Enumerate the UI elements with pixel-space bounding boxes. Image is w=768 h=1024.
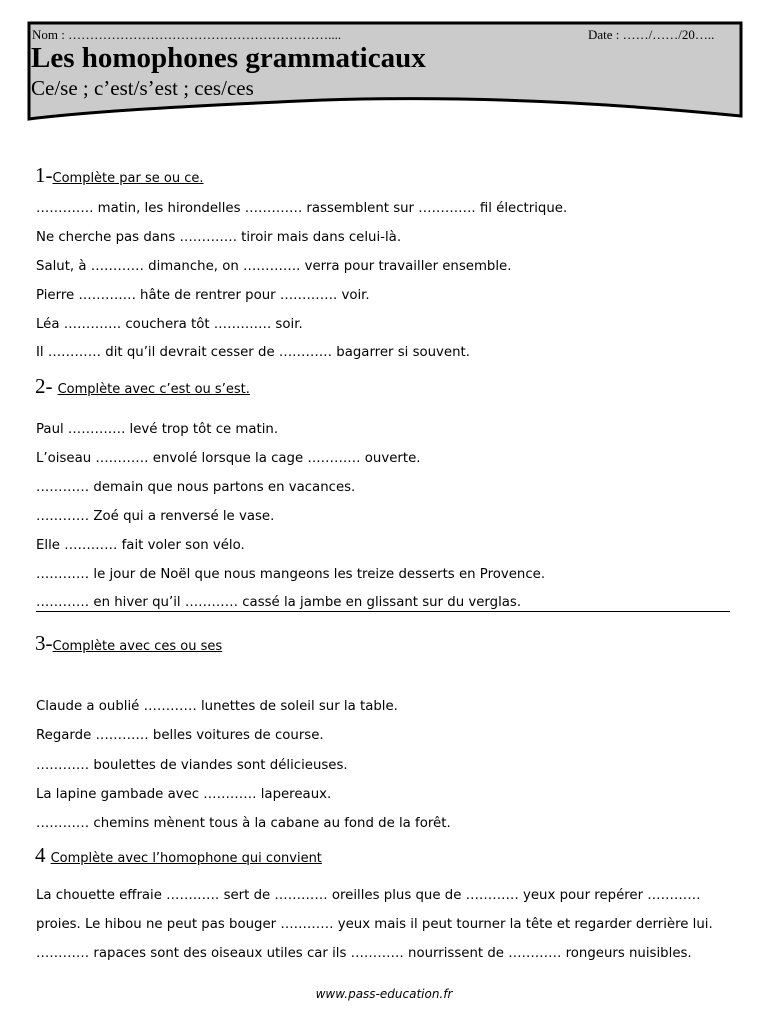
section-instruction: Complète par se ou ce. xyxy=(52,171,204,186)
exercise-line: …………. matin, les hirondelles …………. rassemblent sur …………. fil électrique. xyxy=(36,201,568,216)
exercise-line: ………… rapaces sont des oiseaux utiles car ils ………… nourrissent de ………… rongeurs nuisibles. xyxy=(36,946,692,961)
section-number: 3- xyxy=(35,631,53,655)
exercise-line: Léa …………. couchera tôt …………. soir. xyxy=(36,317,303,332)
footer-website: www.pass-education.fr xyxy=(315,987,453,1001)
exercise-line: Il ………… dit qu’il devrait cesser de ………… bagarrer si souvent. xyxy=(36,345,470,360)
exercise-line: proies. Le hibou ne peut pas bouger ………… yeux mais il peut tourner la tête et regarder derrière lui. xyxy=(36,917,713,932)
exercise-line: Salut, à ………… dimanche, on …………. verra pour travailler ensemble. xyxy=(36,259,512,274)
exercise-line: ………… le jour de Noël que nous mangeons les treize desserts en Provence. xyxy=(36,567,546,582)
section-number: 4 xyxy=(35,843,46,867)
section-4-heading xyxy=(35,843,322,868)
section-1-heading xyxy=(35,163,204,188)
section-number: 1- xyxy=(35,163,53,187)
exercise-line: Pierre …………. hâte de rentrer pour …………. voir. xyxy=(36,288,370,303)
exercise-line: ………… demain que nous partons en vacances. xyxy=(36,480,356,495)
divider-line xyxy=(36,611,730,612)
page-title: Les homophones grammaticaux xyxy=(31,42,426,74)
exercise-line: L’oiseau ………… envolé lorsque la cage ………… ouverte. xyxy=(36,451,421,466)
section-instruction: Complète avec l’homophone qui convient xyxy=(50,851,322,866)
page-subtitle: Ce/se ; c’est/s’est ; ces/ces xyxy=(31,76,254,100)
date-field: Date : ……/……/20….. xyxy=(588,27,715,42)
exercise-line: ………… en hiver qu’il ………… cassé la jambe en glissant sur du verglas. xyxy=(36,595,522,610)
section-number: 2- xyxy=(35,374,53,398)
section-3-heading xyxy=(35,631,222,656)
section-instruction: Complète avec c’est ou s’est. xyxy=(57,382,250,397)
section-instruction: Complète avec ces ou ses xyxy=(52,639,223,654)
exercise-line: Elle ………… fait voler son vélo. xyxy=(36,538,245,553)
exercise-line: ………… boulettes de viandes sont délicieuses. xyxy=(36,758,348,773)
section-2-heading xyxy=(35,374,250,399)
exercise-line: Claude a oublié ………… lunettes de soleil sur la table. xyxy=(36,699,398,714)
exercise-line: Paul …………. levé trop tôt ce matin. xyxy=(36,422,279,437)
exercise-line: La lapine gambade avec ………… lapereaux. xyxy=(36,787,332,802)
exercise-line: Regarde ………… belles voitures de course. xyxy=(36,728,324,743)
exercise-line: ………… chemins mènent tous à la cabane au fond de la forêt. xyxy=(36,816,451,831)
exercise-line: ………… Zoé qui a renversé le vase. xyxy=(36,509,275,524)
exercise-line: Ne cherche pas dans …………. tiroir mais dans celui-là. xyxy=(36,230,402,245)
exercise-line: La chouette effraie ………… sert de ………… oreilles plus que de ………… yeux pour repérer ………… xyxy=(36,888,701,903)
header-banner xyxy=(0,0,768,130)
name-field: Nom : …………………………………………………….... xyxy=(32,27,342,42)
